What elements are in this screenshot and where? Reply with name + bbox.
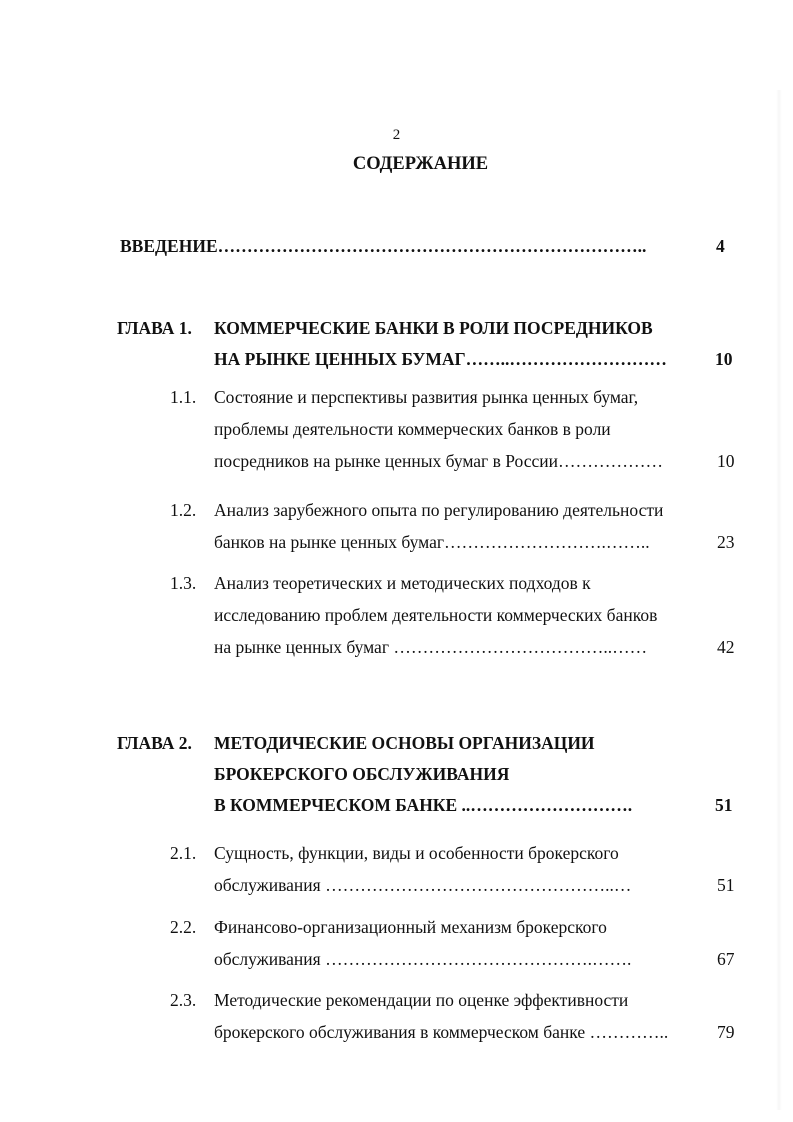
section-2-2-number: 2.2.	[170, 917, 197, 937]
section-2-3-line2: брокерского обслуживания в коммерческом банке …………..	[214, 1022, 669, 1042]
page-number: 2	[392, 127, 401, 143]
section-1-2-line2: банков на рынке ценных бумаг……………………….……..	[214, 532, 650, 552]
section-1-2-number: 1.2.	[170, 500, 197, 520]
section-2-3-number: 2.3.	[170, 990, 197, 1010]
section-1-1-line1: Состояние и перспективы развития рынка ценных бумаг,	[214, 387, 639, 407]
toc-intro-title: ВВЕДЕНИЕ………………………………………………………………..	[120, 236, 647, 256]
section-1-3-line2: исследованию проблем деятельности коммерческих банков	[214, 605, 658, 625]
section-1-3-page: 42	[717, 637, 735, 657]
section-1-3-line1: Анализ теоретических и методических подходов к	[214, 573, 591, 593]
section-1-1-page: 10	[717, 451, 735, 471]
chapter2-title-line1: МЕТОДИЧЕСКИЕ ОСНОВЫ ОРГАНИЗАЦИИ	[214, 733, 595, 753]
chapter1-title-line2: НА РЫНКЕ ЦЕННЫХ БУМАГ……..………………………	[214, 349, 667, 369]
section-1-1-line2: проблемы деятельности коммерческих банков в роли	[214, 419, 611, 439]
section-2-2-line2: обслуживания ……………………………………….…….	[214, 949, 632, 969]
section-2-1-page: 51	[717, 875, 735, 895]
section-2-3-page: 79	[717, 1022, 735, 1042]
section-1-2-line1: Анализ зарубежного опыта по регулированию деятельности	[214, 500, 664, 520]
chapter2-page: 51	[715, 795, 733, 815]
chapter1-page: 10	[715, 349, 733, 369]
section-1-3-number: 1.3.	[170, 573, 197, 593]
section-1-3-line3: на рынке ценных бумаг ………………………………..……	[214, 637, 648, 657]
section-2-1-number: 2.1.	[170, 843, 197, 863]
toc-intro-page: 4	[716, 236, 725, 256]
section-1-2-page: 23	[717, 532, 735, 552]
section-2-3-line1: Методические рекомендации по оценке эффективности	[214, 990, 629, 1010]
chapter2-label: ГЛАВА 2.	[117, 733, 192, 753]
section-1-1-number: 1.1.	[170, 387, 197, 407]
chapter1-title-line1: КОММЕРЧЕСКИЕ БАНКИ В РОЛИ ПОСРЕДНИКОВ	[214, 318, 653, 338]
chapter2-title-line2: БРОКЕРСКОГО ОБСЛУЖИВАНИЯ	[214, 764, 510, 784]
section-2-1-line2: обслуживания …………………………………………..…	[214, 875, 632, 895]
section-2-1-line1: Сущность, функции, виды и особенности брокерского	[214, 843, 619, 863]
chapter2-title-line3: В КОММЕРЧЕСКОМ БАНКЕ ..……………………….	[214, 795, 633, 815]
section-2-2-page: 67	[717, 949, 735, 969]
section-2-2-line1: Финансово-организационный механизм брокерского	[214, 917, 607, 937]
section-1-1-line3: посредников на рынке ценных бумаг в России………………	[214, 451, 663, 471]
chapter1-label: ГЛАВА 1.	[117, 318, 192, 338]
page-title: СОДЕРЖАНИЕ	[352, 154, 489, 174]
scan-edge-shadow	[776, 90, 782, 1110]
